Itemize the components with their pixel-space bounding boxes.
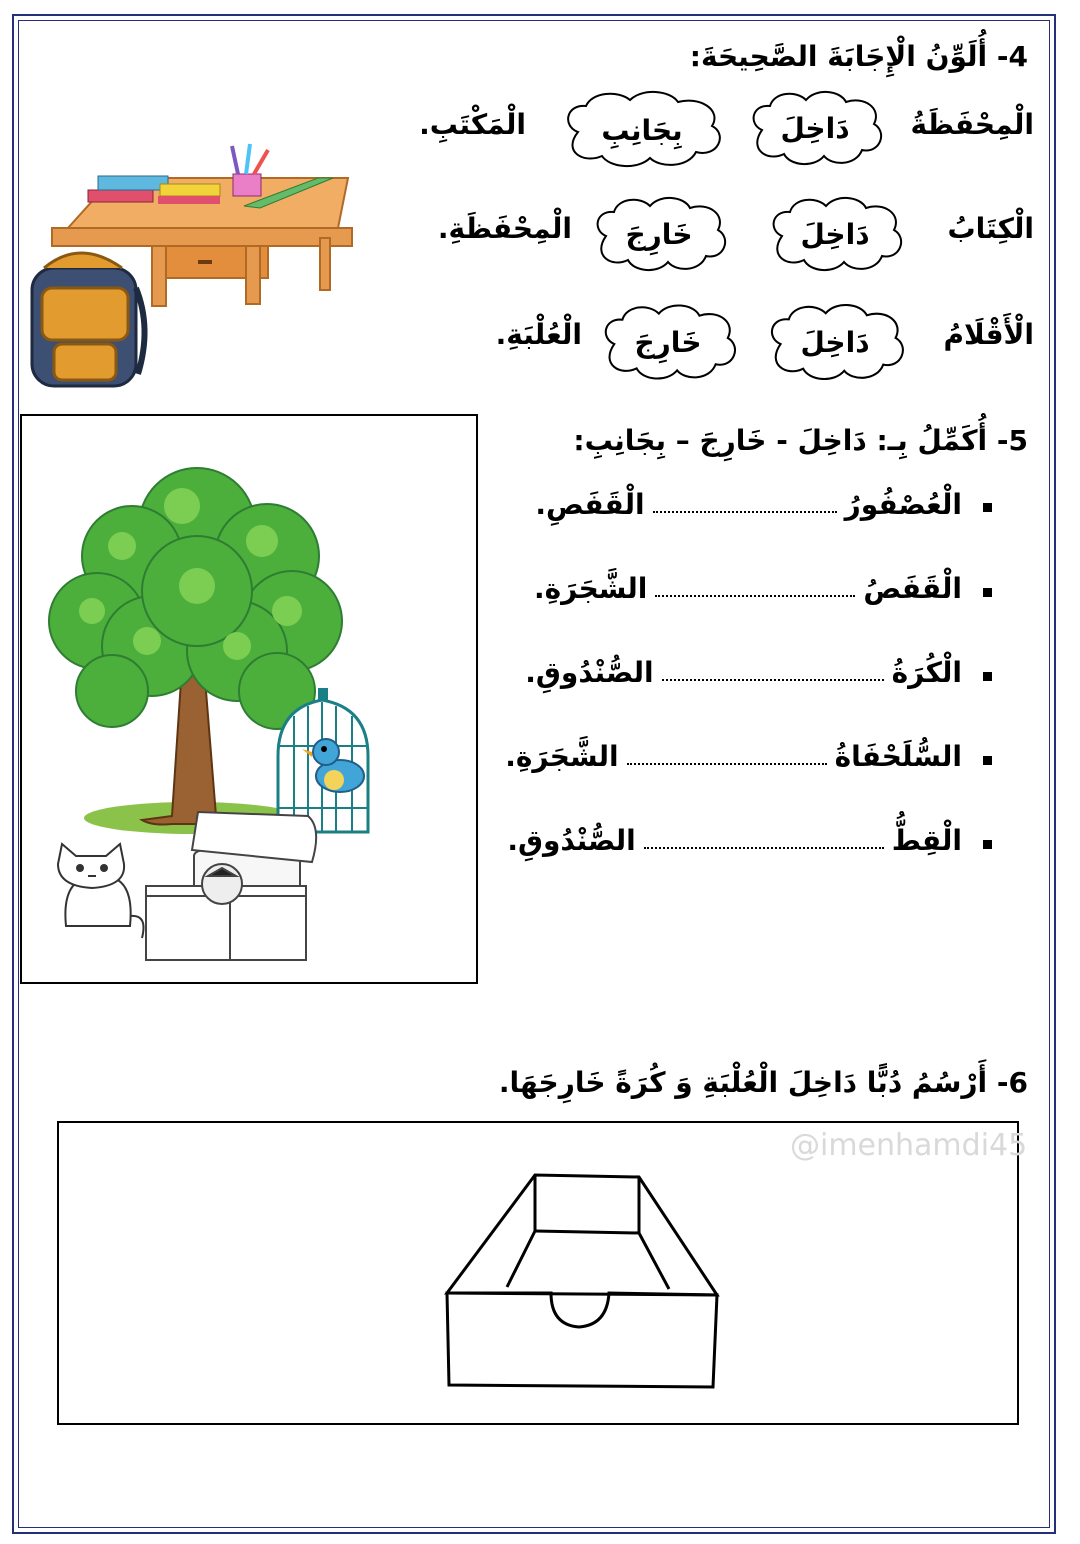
q4-row3-option1-cloud[interactable] xyxy=(758,300,912,384)
q5-item4-blank[interactable] xyxy=(627,763,827,765)
q6-title: 6- أَرْسُمُ دُبًّا دَاخِلَ الْعُلْبَةِ وَ كُرَةً خَارِجَهَا. xyxy=(498,1066,1028,1099)
q4-row3-option2-label: خَارِجَ xyxy=(634,325,702,359)
desk-backpack-illustration xyxy=(18,138,358,393)
q4-row1-option2-label: بِجَانِبِ xyxy=(601,113,683,147)
q4-row3-option1-label: دَاخِلَ xyxy=(800,325,870,359)
q5-item4-subject: السُّلَحْفَاةُ xyxy=(834,740,962,773)
q6-drawing-area[interactable] xyxy=(57,1121,1019,1425)
q5-item1 xyxy=(535,488,962,521)
q5-item5-bullet xyxy=(983,840,992,849)
chest-icon xyxy=(146,812,316,960)
open-box-icon xyxy=(439,1167,729,1397)
q4-row2-object: الْمِحْفَظَةِ. xyxy=(437,212,572,245)
q4-title: 4- أُلَوِّنُ الْإِجَابَةَ الصَّحِيحَةَ: xyxy=(689,40,1028,73)
q5-item1-subject: الْعُصْفُورُ xyxy=(844,488,962,521)
q4-row2-option1-label: دَاخِلَ xyxy=(800,217,870,251)
q5-item2-object: الشَّجَرَةِ. xyxy=(534,572,648,605)
q4-row3-subject: الْأَقْلَامُ xyxy=(943,318,1034,351)
q4-row1-option2-cloud[interactable] xyxy=(554,88,730,172)
watermark-text: @imenhamdi45 xyxy=(790,1128,1028,1163)
q4-row1-subject: الْمِحْفَظَةُ xyxy=(910,108,1034,141)
q5-item1-blank[interactable] xyxy=(653,511,837,513)
q5-item3-subject: الْكُرَةُ xyxy=(891,656,962,689)
q5-item3 xyxy=(525,656,962,689)
q5-item5-blank[interactable] xyxy=(644,847,884,849)
q4-row1-option1-cloud[interactable] xyxy=(740,88,890,168)
q5-item1-object: الْقَفَصِ. xyxy=(535,488,645,521)
q5-item4 xyxy=(505,740,962,773)
q5-item1-bullet xyxy=(983,503,992,512)
q5-item5 xyxy=(507,824,962,857)
q5-title: 5- أُكَمِّلُ بِـ: دَاخِلَ - خَارِجَ – بِجَانِبِ: xyxy=(573,424,1028,457)
q5-item3-object: الصُّنْدُوقِ. xyxy=(525,656,654,689)
q5-item5-subject: الْقِطُّ xyxy=(891,824,962,857)
q5-item4-object: الشَّجَرَةِ. xyxy=(505,740,619,773)
q5-item3-bullet xyxy=(983,672,992,681)
q5-item2-bullet xyxy=(983,588,992,597)
q4-row1-option1-label: دَاخِلَ xyxy=(780,111,850,145)
q4-row2-option1-cloud[interactable] xyxy=(758,194,912,274)
q5-item4-bullet xyxy=(983,756,992,765)
q5-item2-subject: الْقَفَصُ xyxy=(863,572,962,605)
q5-item3-blank[interactable] xyxy=(662,679,884,681)
q5-item5-object: الصُّنْدُوقِ. xyxy=(507,824,636,857)
q5-picture-box xyxy=(20,414,478,984)
q4-row1-object: الْمَكْتَبِ. xyxy=(419,108,526,141)
tree-cage-cat-box-illustration xyxy=(22,416,476,982)
cat-icon xyxy=(58,844,144,938)
q4-row2-subject: الْكِتَابُ xyxy=(947,212,1034,245)
q5-item2-blank[interactable] xyxy=(655,595,855,597)
q5-item2 xyxy=(534,572,962,605)
q4-row2-option2-label: خَارِجَ xyxy=(625,217,693,251)
q4-row2-option2-cloud[interactable] xyxy=(584,192,734,276)
q4-row3-option2-cloud[interactable] xyxy=(592,298,744,386)
q4-row3-object: الْعُلْبَةِ. xyxy=(495,318,582,351)
